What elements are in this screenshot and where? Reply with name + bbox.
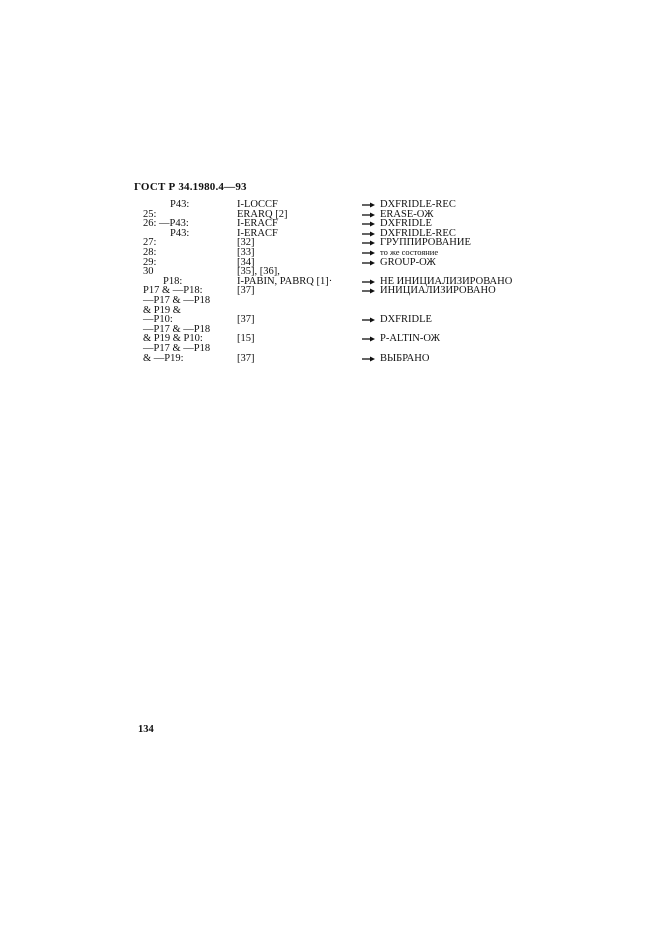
table-row xyxy=(0,229,661,239)
table-row xyxy=(0,306,661,316)
condition-cell: P43: xyxy=(170,199,190,210)
transition-table xyxy=(0,200,661,363)
action-cell: ERARQ [2] xyxy=(237,208,288,220)
result-cell: DXFRIDLE xyxy=(380,218,432,230)
condition-cell: —P17 & —P18 xyxy=(143,323,211,335)
arrow-icon xyxy=(362,355,376,363)
arrow-icon xyxy=(362,259,376,267)
condition-cell: P17 & —P18: xyxy=(143,285,203,297)
result-cell: P-ALTIN-ОЖ xyxy=(380,333,441,345)
action-cell: [37] xyxy=(237,285,255,297)
action-cell: [15] xyxy=(237,333,255,345)
action-cell: [33] xyxy=(237,246,255,258)
table-row xyxy=(0,219,661,229)
action-cell: I-LOCCF xyxy=(237,199,278,210)
action-cell: I-ERACF xyxy=(237,218,278,230)
result-cell: DXFRIDLE-REC xyxy=(380,227,456,239)
table-row xyxy=(0,315,661,325)
action-cell: I-PABIN, PABRQ [1]· xyxy=(237,275,333,287)
condition-cell: —P17 & —P18 xyxy=(143,342,211,354)
arrow-icon xyxy=(362,287,376,295)
condition-cell: —P10: xyxy=(143,314,173,326)
table-row xyxy=(0,248,661,258)
condition-cell: P18: xyxy=(163,275,183,287)
result-cell: ГРУППИРОВАНИЕ xyxy=(380,237,471,249)
condition-cell: 25: xyxy=(143,208,157,220)
arrow-icon xyxy=(362,249,376,257)
action-cell: [34] xyxy=(237,256,255,268)
action-cell: [32] xyxy=(237,237,255,249)
table-row xyxy=(0,354,661,364)
condition-cell: 26: —P43: xyxy=(143,218,189,230)
table-row xyxy=(0,296,661,306)
condition-cell: —P17 & —P18 xyxy=(143,294,211,306)
result-cell: DXFRIDLE-REC xyxy=(380,199,456,210)
action-cell: [37] xyxy=(237,352,255,364)
arrow-icon xyxy=(362,278,376,286)
result-cell: НЕ ИНИЦИАЛИЗИРОВАНО xyxy=(380,275,513,287)
table-row xyxy=(0,334,661,344)
arrow-icon xyxy=(362,201,376,209)
result-cell: ИНИЦИАЛИЗИРОВАНО xyxy=(380,285,496,297)
condition-cell: 30 xyxy=(143,266,154,278)
page-number: 134 xyxy=(138,724,154,735)
action-cell: [37] xyxy=(237,314,255,326)
condition-cell: 28: xyxy=(143,246,157,258)
action-cell: [35], [36], xyxy=(237,266,280,278)
arrow-icon xyxy=(362,239,376,247)
table-row xyxy=(0,286,661,296)
table-row xyxy=(0,200,661,210)
result-cell: ERASE-ОЖ xyxy=(380,208,434,220)
arrow-icon xyxy=(362,316,376,324)
result-cell: ВЫБРАНО xyxy=(380,352,430,364)
condition-cell: P43: xyxy=(170,227,190,239)
table-row xyxy=(0,277,661,287)
condition-cell: & P19 & P10: xyxy=(143,333,203,345)
arrow-icon xyxy=(362,220,376,228)
table-row xyxy=(0,344,661,354)
condition-cell: 29: xyxy=(143,256,157,268)
result-cell: DXFRIDLE xyxy=(380,314,432,326)
arrow-icon xyxy=(362,211,376,219)
condition-cell: 27: xyxy=(143,237,157,249)
table-row xyxy=(0,210,661,220)
document-header: ГОСТ Р 34.1980.4—93 xyxy=(134,181,247,193)
table-row xyxy=(0,325,661,335)
condition-cell: & —P19: xyxy=(143,352,184,364)
arrow-icon xyxy=(362,230,376,238)
table-row xyxy=(0,258,661,268)
condition-cell: & P19 & xyxy=(143,304,181,316)
result-cell: то же состояние xyxy=(380,246,439,257)
result-cell: GROUP-ОЖ xyxy=(380,256,436,268)
action-cell: I-ERACF xyxy=(237,227,278,239)
arrow-icon xyxy=(362,335,376,343)
table-row xyxy=(0,238,661,248)
